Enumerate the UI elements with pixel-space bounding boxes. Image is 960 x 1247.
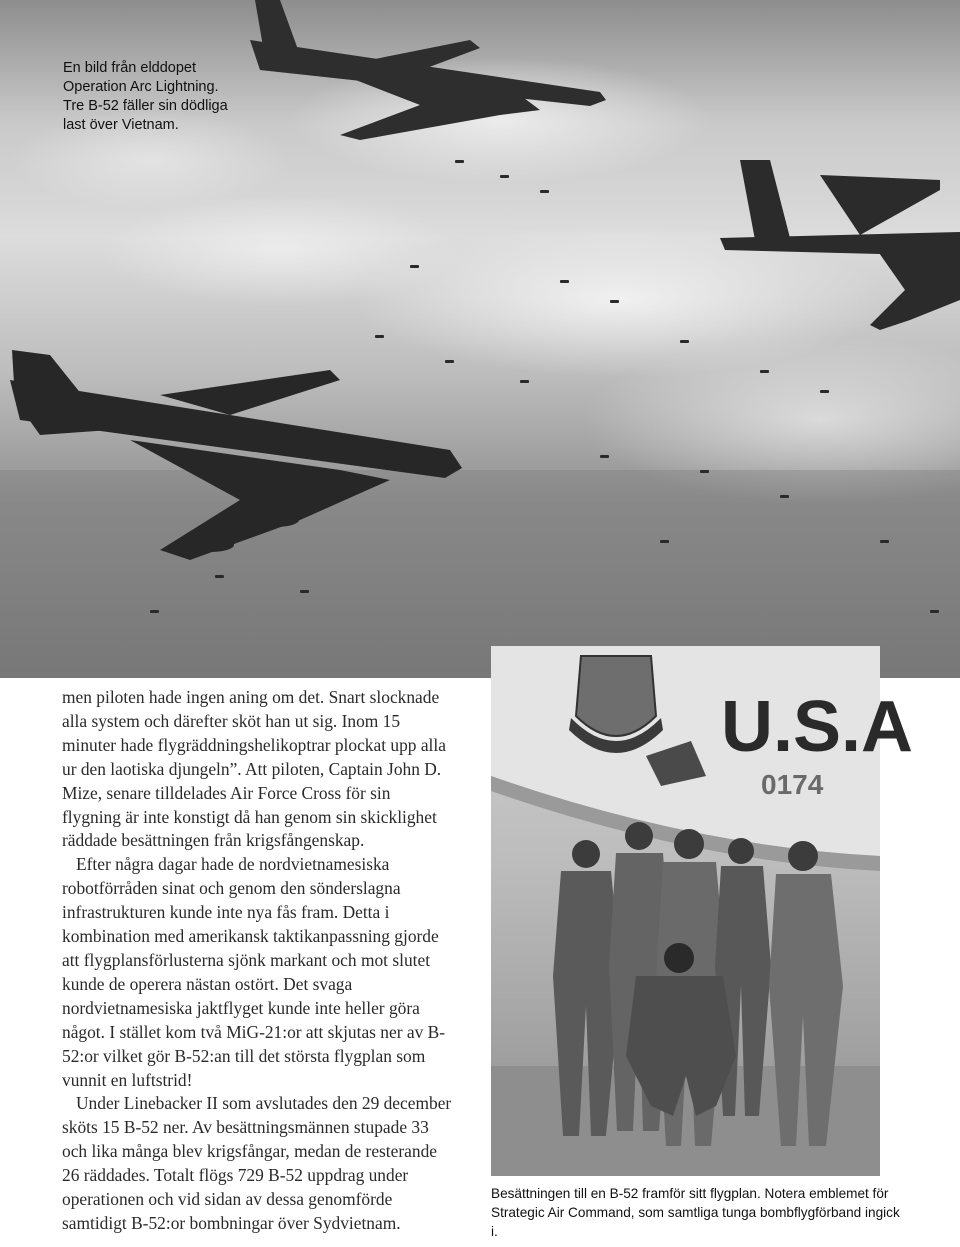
crew-photo [491, 646, 914, 1176]
article-paragraph: Efter några dagar hade de nordvietnamesiska robotförråden sinat och genom den sönderslagna infrastrukturen kunde inte nya fås fram. Detta i kombination med amerikansk taktikanpassning gjorde att flygplansförlusterna sjönk markant och mot slutet kunde de operera nästan ostört. Det svaga nordvietnamesiska jaktflyget kunde inte heller göra något. I stället kom två MiG-21:or att skjutas ner av B-52:or vilket gör B-52:an till det största flygplan som vunnit en luftstrid! [62, 854, 446, 1090]
aircraft-serial: 0174 [761, 769, 824, 800]
crew-photo-illustration [491, 646, 914, 1176]
article-paragraph: Under Linebacker II som avslutades den 29 december sköts 15 B-52 ner. Av besättningsmännen stupade 33 och lika många blev krigsfångar, medan de resterande 26 räddades. Totalt flögs 729 B-52 uppdrag under operationen och vid sidan av dessa genomförde samtidigt B-52:or bombningar över Sydvietnam. [62, 1093, 452, 1233]
article-body [62, 686, 452, 1236]
fuselage-marking: U.S.A [721, 687, 914, 767]
article-paragraph: men piloten hade ingen aning om det. Snart slocknade alla system och därefter sköt han ut sig. Inom 15 minuter hade flygräddningshelikoptrar plockat upp alla ur den laotiska djungeln”. Att piloten, Captain John D. Mize, senare tilldelades Air Force Cross för sin flygning är inte konstigt då han genom sin skicklighet räddade besättningen från krigsfångenskap. [62, 687, 446, 851]
crew-photo-caption: Besättningen till en B-52 framför sitt flygplan. Notera emblemet för Strategic Air Command, som samtliga tunga bombflygförband ingick i. [491, 1186, 900, 1239]
b52-aircraft-top [250, 0, 606, 140]
bombers-photo-caption: En bild från elddopet Operation Arc Lightning. Tre B-52 fäller sin dödliga last över Vietnam. [63, 60, 228, 133]
b52-aircraft-right [720, 160, 960, 330]
